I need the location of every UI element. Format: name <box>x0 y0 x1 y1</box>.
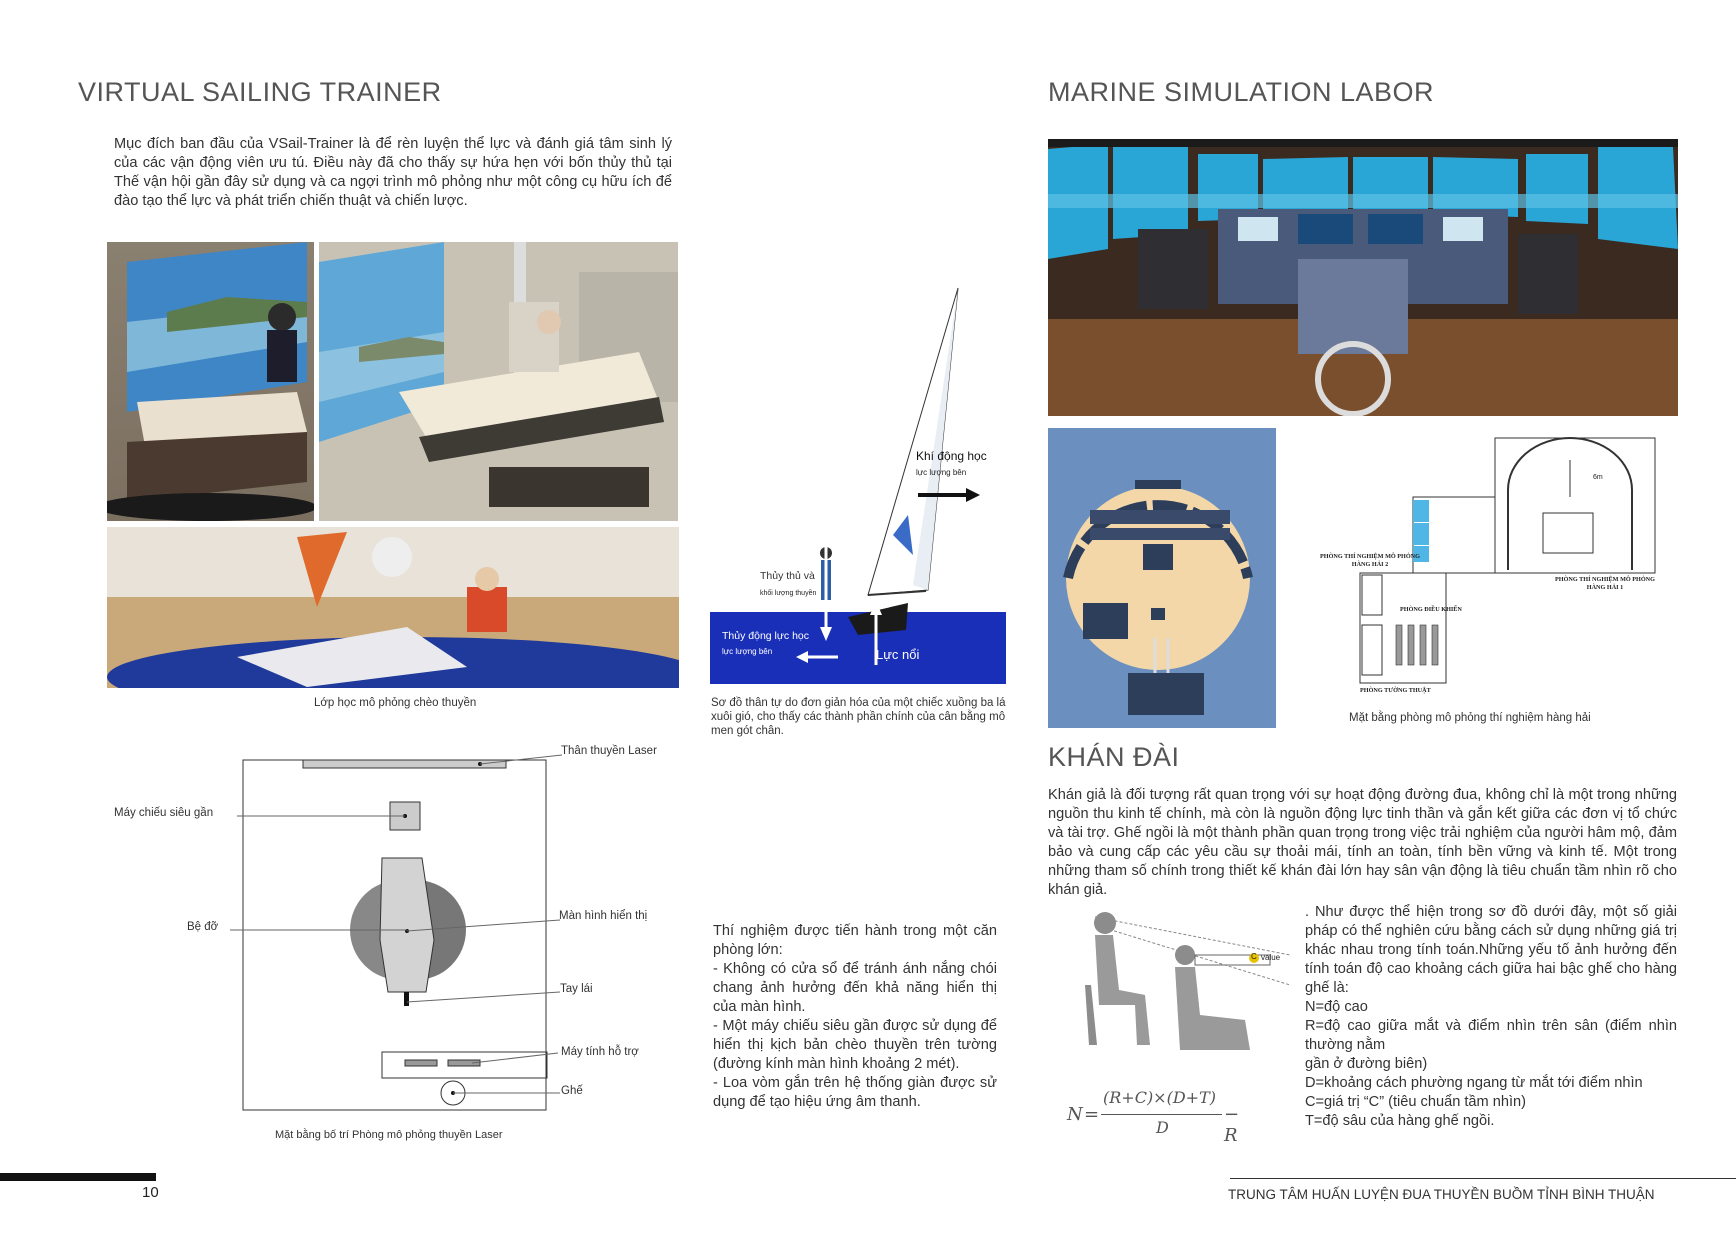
laser-plan-caption: Mặt bằng bố trí Phòng mô phỏng thuyền Laser <box>275 1129 503 1141</box>
cvalue-label: value <box>1261 953 1281 962</box>
formula-lhs: N <box>1067 1104 1083 1125</box>
plan-label-projector: Máy chiếu siêu gần <box>114 807 214 819</box>
footer-rule <box>1230 1178 1736 1179</box>
formula-numerator: (R+C)×(D+T) <box>1103 1088 1216 1107</box>
simulator-photo-2 <box>319 242 678 521</box>
bridge-plan-render <box>1048 428 1276 728</box>
aero-force-sublabel: lực lượng bên <box>916 468 967 477</box>
force-diagram <box>708 285 1008 690</box>
formula-denominator: D <box>1156 1118 1169 1137</box>
sightline-figure <box>1075 905 1290 1060</box>
bridge-simulator-photo <box>1048 139 1678 416</box>
stand-variables-list: . Như được thể hiện trong sơ đồ dưới đây, một số giải pháp có thể nghiên cứu bằng cách sử dụng những giá trị khác nhau trong tính toán.Những yếu tố ảnh hưởng đến tính toán độ cao khoảng cách giữa hai bậc ghế cho hàng ghế là: N=độ cao R=độ cao giữa mắt và điểm nhìn trên sân (điểm nhìn thường nằm gần ở đường biên) D=khoảng cách phường ngang từ mắt tới điểm nhìn C=giá trị “C” (tiêu chuẩn tầm nhìn) T=độ sâu của hàng ghế ngồi. <box>1305 904 1677 1129</box>
force-diagram-caption: Sơ đồ thân tự do đơn giản hóa của một chiếc xuồng ba lá xuôi gió, cho thấy các thành phần chính của cân bằng mô men gót chân. <box>711 697 1006 737</box>
plan-label-seat: Ghế <box>561 1085 583 1097</box>
lab-plan-dimension: 6m <box>1593 474 1603 481</box>
lab-plan-control-label: PHÒNG ĐIỀU KHIỂN <box>1400 606 1462 613</box>
hydro-force-label: Thủy động lực học <box>722 630 809 642</box>
lab-plan-room1-label: PHÒNG THÍ NGHIỆM MÔ PHỎNG HÀNG HẢI 1 <box>1555 576 1655 591</box>
formula-minus: − R <box>1224 1104 1240 1146</box>
stand-paragraph: Khán giả là đối tượng rất quan trọng với sự hoạt động đường đua, không chỉ là một trong những nguồn thu kinh tế chính, mà còn là nguồn động lực tinh thần và gắn kết giữa các đơn vị tổ chức và tài trợ. Ghế ngồi là một thành phần quan trọng trong việc trải nghiệm của người hâm mộ, đảm bảo và cung cấp các yêu cầu sự thoải mái, tính an toàn, tính bền vững và kinh tế. Một trong những tham số chính trong thiết kế khán đài lớn hay sân vận động là tiêu chuẩn tầm nhìn rõ cho khán giả. <box>1048 787 1677 898</box>
simulator-photo-1 <box>107 242 314 521</box>
plan-label-base: Bệ đỡ <box>187 921 219 933</box>
stand-title: KHÁN ĐÀI <box>1048 742 1180 772</box>
plan-label-screen: Màn hình hiển thị <box>559 910 648 922</box>
plan-label-tiller: Tay lái <box>560 983 593 995</box>
cvalue-letter: C <box>1251 952 1257 961</box>
sailor-mass-label: Thủy thủ và <box>760 570 815 582</box>
experiment-text: Thí nghiệm được tiến hành trong một căn phòng lớn: - Không có cửa sổ để tránh ánh nắng chói chang ảnh hưởng đến khả năng hiển thị của màn hình. - Một máy chiếu siêu gần được sử dụng để hiển thị kịch bản chèo thuyền trên tường (đường kính màn hình khoảng 2 mét). - Loa vòm gắn trên hệ thống giàn được sử dụng để tạo hiệu ứng âm thanh. <box>713 923 997 1110</box>
laser-room-plan <box>100 740 680 1120</box>
formula-fraction-line <box>1101 1114 1222 1115</box>
hydro-force-sublabel: lực lượng bên <box>722 647 773 656</box>
sailor-mass-sublabel: khối lượng thuyền <box>760 590 817 597</box>
aero-force-label: Khí động học <box>916 449 987 463</box>
left-page-title: VIRTUAL SAILING TRAINER <box>78 77 442 107</box>
plan-label-computer: Máy tính hỗ trợ <box>561 1046 639 1058</box>
vsail-intro-paragraph: Mục đích ban đầu của VSail-Trainer là để rèn luyện thể lực và đánh giá tâm sinh lý của các vận động viên ưu tú. Điều này đã cho thấy sự hứa hẹn với bốn thủy thủ tại Thế vận hội gần đây sử dụng và ca ngợi trình mô phỏng như một công cụ hữu ích để đào tạo thể lực và phát triển chiến thuật và chiến lược. <box>114 136 672 209</box>
footer-title: TRUNG TÂM HUẤN LUYỆN ĐUA THUYỀN BUỒM TỈNH BÌNH THUẬN <box>1228 1187 1655 1202</box>
simulator-photo-3 <box>107 527 679 688</box>
page-number: 10 <box>142 1184 159 1201</box>
sightline-formula <box>1067 1088 1247 1146</box>
plan-label-hull: Thân thuyền Laser <box>561 745 657 757</box>
right-page-title: MARINE SIMULATION LABOR <box>1048 77 1435 107</box>
buoyancy-label: Lực nổi <box>876 647 920 662</box>
lab-plan-room2-label: PHÒNG THÍ NGHIỆM MÔ PHỎNG HÀNG HẢI 2 <box>1320 553 1420 568</box>
formula-equals: = <box>1084 1104 1100 1125</box>
photo-caption: Lớp học mô phỏng chèo thuyền <box>314 697 477 709</box>
page-footer-bar <box>0 1173 156 1181</box>
lab-floor-plan <box>1310 435 1660 700</box>
lab-plan-briefing-label: PHÒNG TƯỜNG THUẬT <box>1360 687 1431 694</box>
lab-plan-caption: Mặt bằng phòng mô phỏng thí nghiệm hàng hải <box>1349 712 1591 724</box>
